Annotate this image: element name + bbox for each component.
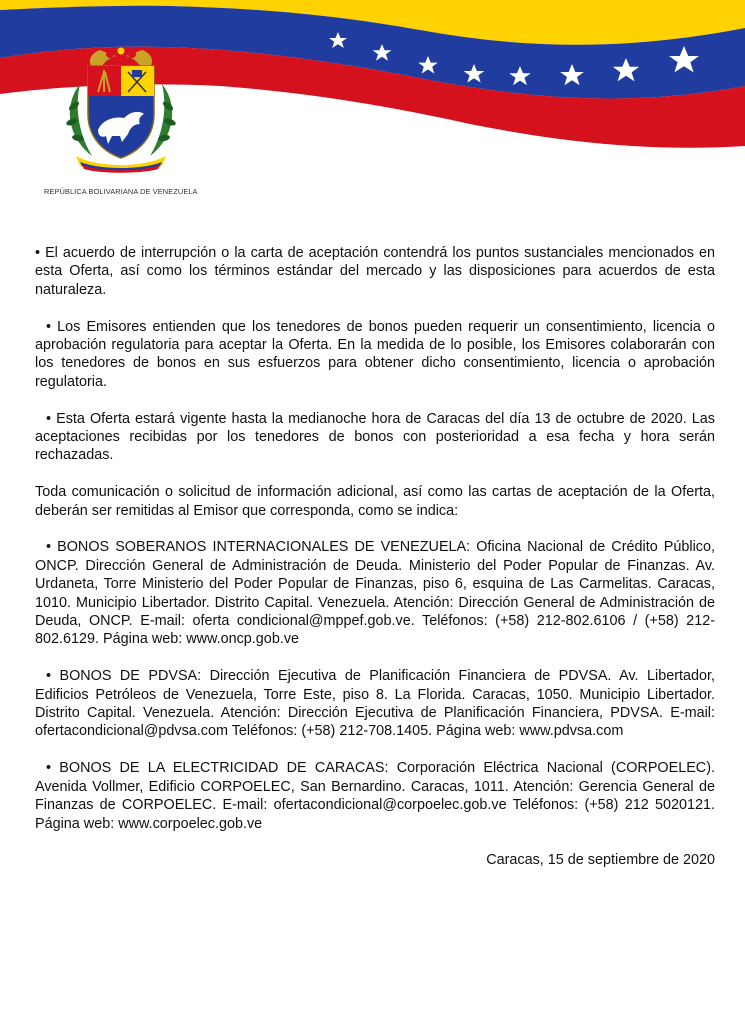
republic-name-label: REPÚBLICA BOLIVARIANA DE VENEZUELA — [44, 187, 198, 196]
paragraph-bullet-interruption: • El acuerdo de interrupción o la carta de aceptación contendrá los puntos sustanciales mencionados en esta Oferta, así como los términos estándar del mercado y las disposiciones para acuerdos de esta naturaleza. — [35, 245, 715, 298]
paragraph-bullet-consent: • Los Emisores entienden que los tenedores de bonos pueden requerir un consentimiento, licencia o aprobación regulatoria para aceptar la Oferta. En la medida de lo posible, los Emisores colaborarán con los tenedores de bonos en sus esfuerzos para obtener dicho consentimiento, licencia o aprobación regulatoria. — [35, 318, 715, 390]
signoff-date: Caracas, 15 de septiembre de 2020 — [486, 852, 715, 869]
paragraph-contact-electricity-bonds: • BONOS DE LA ELECTRICIDAD DE CARACAS: Corporación Eléctrica Nacional (CORPOELEC). Avenida Vollmer, Edificio CORPOELEC, San Bernardino. Caracas, 1011. Atención: Gerencia General de Finanzas de CORPOELEC. E-mail: ofertacondicional@corpoelec.gob.ve Teléfonos: (+58) 212 5020121. Página web: www.corpoelec.gob.ve — [35, 760, 715, 832]
paragraph-contact-sovereign-bonds: • BONOS SOBERANOS INTERNACIONALES DE VENEZUELA: Oficina Nacional de Crédito Público, ONCP. Dirección General de Administración de Deuda. Ministerio del Poder Popular de Finanzas. Av. Urdaneta, Torre Ministerio del Poder Popular de Finanzas, piso 6, esquina de Las Carmelitas. Caracas, 1010. Municipio Libertador. Distrito Capital. Venezuela. Atención: Dirección General de Administración de Deuda, ONCP. E-mail: oferta condicional@mppef.gob.ve. Teléfonos: (+58) 212-802.6106 / (+58) 212-802.6129. Página web: www.oncp.gob.ve — [35, 539, 715, 648]
coat-of-arms-emblem — [58, 44, 184, 176]
paragraph-communication: Toda comunicación o solicitud de información adicional, así como las cartas de aceptación de la Oferta, deberán ser remitidas al Emisor que corresponda, como se indica: — [35, 484, 715, 519]
paragraph-contact-pdvsa-bonds: • BONOS DE PDVSA: Dirección Ejecutiva de Planificación Financiera de PDVSA. Av. Libertador, Edificios Petróleos de Venezuela, Torre Este, piso 8. La Florida. Caracas, 1050. Municipio Libertador. Distrito Capital. Venezuela. Atención: Dirección Ejecutiva de Planificación Financiera, PDVSA. E-mail: ofertacondicional@pdvsa.com Teléfonos: (+58) 212-708.1405. Página web: www.pdvsa.com — [35, 668, 715, 740]
paragraph-bullet-validity: • Esta Oferta estará vigente hasta la medianoche hora de Caracas del día 13 de octubre de 2020. Las aceptaciones recibidas por los tenedores de bonos con posterioridad a esa fecha y hora serán rechazadas. — [35, 410, 715, 464]
document-body — [35, 244, 715, 888]
